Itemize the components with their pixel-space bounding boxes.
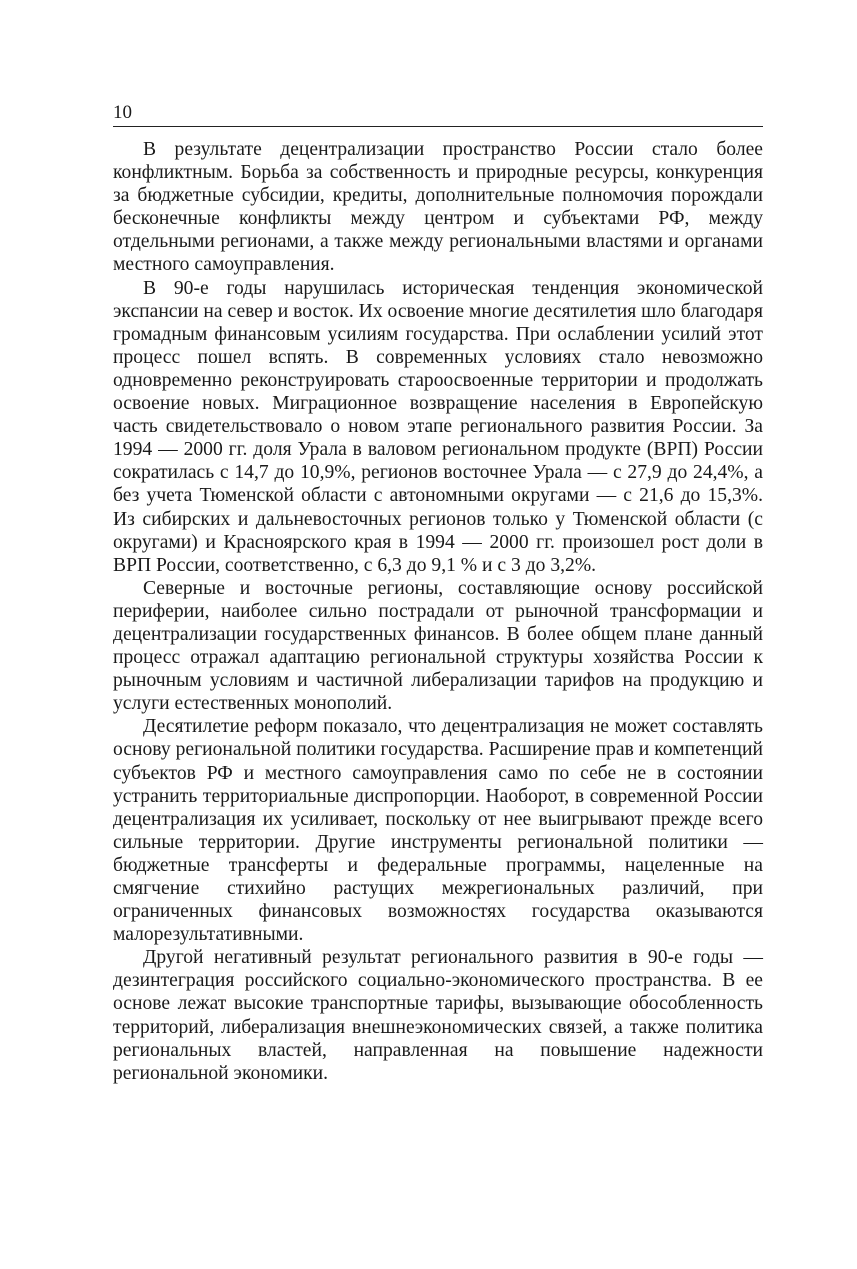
- paragraph-decentralization-conflicts: В результате децентрализации пространство России стало более конфликтным. Борьба за собственность и природные ресурсы, конкуренция за бюджетные субсидии, кредиты, дополнительные полномочия порождали бесконечные конфликты между центром и субъектами РФ, между отдельными регионами, а также между региональными властями и органами местного самоуправления.: [113, 139, 763, 276]
- paragraph-disintegration: Другой негативный результат регионального развития в 90-е годы — дезинтеграция российского социально-экономического пространства. В ее основе лежат высокие транспортные тарифы, вызывающие обособленность территорий, либерализация внешнеэкономических связей, а также политика региональных властей, направленная на повышение надежности региональной экономики.: [113, 947, 763, 1084]
- book-page: [113, 100, 763, 1085]
- paragraph-decade-of-reforms: Десятилетие реформ показало, что децентрализация не может составлять основу региональной политики государства. Расширение прав и компетенций субъектов РФ и местного самоуправления само по себе не в состоянии устранить территориальные диспропорции. Наоборот, в современной России децентрализация их усиливает, поскольку от нее выигрывают прежде всего сильные территории. Другие инструменты региональной политики — бюджетные трансферты и федеральные программы, нацеленные на смягчение стихийно растущих межрегиональных различий, при ограниченных финансовых возможностях государства оказываются малорезультативными.: [113, 716, 763, 946]
- body-text: [113, 138, 763, 1085]
- running-head: [113, 100, 763, 127]
- paragraph-periphery-regions: Северные и восточные регионы, составляющие основу российской периферии, наиболее сильно пострадали от рыночной трансформации и децентрализации государственных финансов. В более общем плане данный процесс отражал адаптацию региональной структуры хозяйства России к рыночным условиям и частичной либерализации тарифов на продукцию и услуги естественных монополий.: [113, 577, 763, 715]
- page-number: 10: [113, 102, 132, 123]
- paragraph-north-east-expansion: В 90-е годы нарушилась историческая тенденция экономической экспансии на север и восток. Их освоение многие десятилетия шло благодаря громадным финансовым усилиям государства. При ослаблении усилий этот процесс пошел вспять. В современных условиях стало невозможно одновременно реконструировать староосвоенные территории и продолжать освоение новых. Миграционное возвращение населения в Европейскую часть свидетельствовало о новом этапе регионального развития России. За 1994 — 2000 гг. доля Урала в валовом региональном продукте (ВРП) России сократилась с 14,7 до 10,9%, регионов восточнее Урала — с 27,9 до 24,4%, а без учета Тюменской области с автономными округами — с 21,6 до 15,3%. Из сибирских и дальневосточных регионов только у Тюменской области (с округами) и Красноярского края в 1994 — 2000 гг. произошел рост доли в ВРП России, соответственно, с 6,3 до 9,1 % и с 3 до 3,2%.: [113, 277, 763, 576]
